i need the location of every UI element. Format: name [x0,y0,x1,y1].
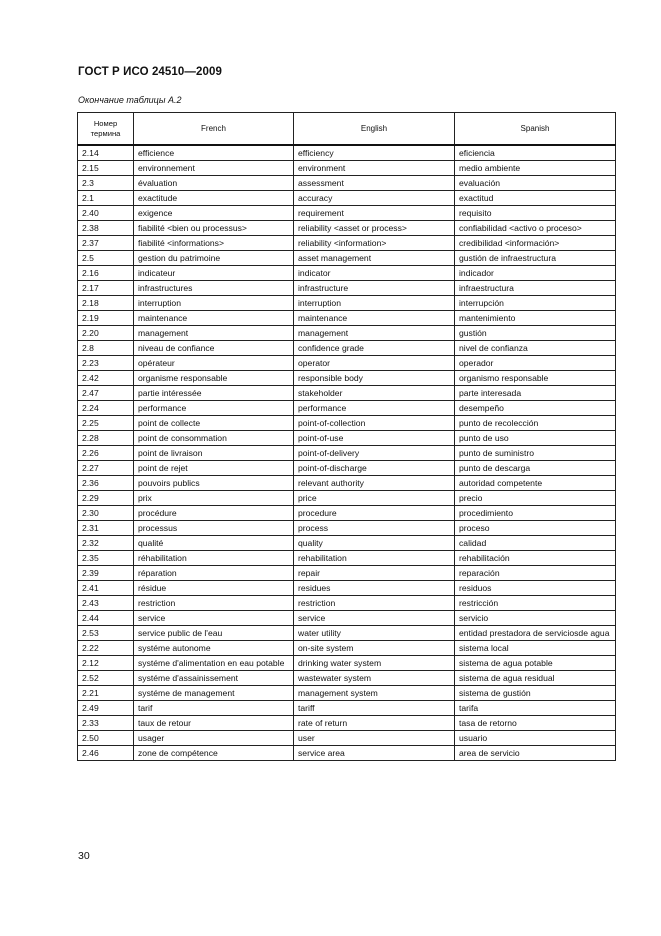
term-number: 2.49 [78,701,134,716]
table-row [78,371,616,386]
term-french: systéme d'alimentation en eau potable [134,656,294,671]
table-row [78,221,616,236]
term-spanish: confiabilidad <activo o proceso> [455,221,616,236]
table-row [78,626,616,641]
term-number: 2.12 [78,656,134,671]
term-spanish: desempeño [455,401,616,416]
table-row [78,686,616,701]
table-row [78,145,616,161]
terms-table [77,112,616,761]
table-row [78,281,616,296]
table-row [78,251,616,266]
table-row [78,401,616,416]
term-english: indicator [294,266,455,281]
term-number: 2.31 [78,521,134,536]
term-english: wastewater system [294,671,455,686]
table-row [78,461,616,476]
term-english: on-site system [294,641,455,656]
term-english: service [294,611,455,626]
term-english: quality [294,536,455,551]
table-row [78,386,616,401]
term-spanish: medio ambiente [455,161,616,176]
term-french: taux de retour [134,716,294,731]
header-row [78,113,616,146]
term-spanish: gustión de infraestructura [455,251,616,266]
term-spanish: entidad prestadora de serviciosde agua [455,626,616,641]
term-number: 2.32 [78,536,134,551]
table-row [78,356,616,371]
term-french: point de collecte [134,416,294,431]
term-french: fiabilité <bien ou processus> [134,221,294,236]
term-english: infrastructure [294,281,455,296]
term-french: tarif [134,701,294,716]
table-row [78,656,616,671]
term-french: exigence [134,206,294,221]
term-french: réhabilitation [134,551,294,566]
term-number: 2.39 [78,566,134,581]
table-row [78,491,616,506]
term-english: water utility [294,626,455,641]
term-french: service [134,611,294,626]
term-english: management system [294,686,455,701]
table-row [78,641,616,656]
table-row [78,341,616,356]
table-row [78,311,616,326]
term-french: systéme de management [134,686,294,701]
term-french: zone de compétence [134,746,294,761]
table-row [78,431,616,446]
term-english: responsible body [294,371,455,386]
term-number: 2.37 [78,236,134,251]
term-french: niveau de confiance [134,341,294,356]
term-english: tariff [294,701,455,716]
term-number: 2.42 [78,371,134,386]
term-french: point de rejet [134,461,294,476]
table-caption: Окончание таблицы А.2 [78,95,182,105]
term-french: qualité [134,536,294,551]
term-english: rate of return [294,716,455,731]
term-number: 2.24 [78,401,134,416]
term-spanish: tasa de retorno [455,716,616,731]
term-spanish: credibilidad <información> [455,236,616,251]
term-english: performance [294,401,455,416]
term-french: exactitude [134,191,294,206]
term-number: 2.53 [78,626,134,641]
table-row [78,611,616,626]
term-french: fiabilité <informations> [134,236,294,251]
term-english: relevant authority [294,476,455,491]
term-spanish: sistema de gustión [455,686,616,701]
term-number: 2.23 [78,356,134,371]
term-english: interruption [294,296,455,311]
table-row [78,206,616,221]
term-english: process [294,521,455,536]
term-french: indicateur [134,266,294,281]
term-spanish: sistema de agua residual [455,671,616,686]
term-english: confidence grade [294,341,455,356]
term-spanish: sistema local [455,641,616,656]
column-header: English [294,113,455,146]
table-row [78,326,616,341]
term-number: 2.35 [78,551,134,566]
term-spanish: autoridad competente [455,476,616,491]
term-french: prix [134,491,294,506]
term-spanish: punto de suministro [455,446,616,461]
term-spanish: organismo responsable [455,371,616,386]
term-french: réparation [134,566,294,581]
term-spanish: nivel de confianza [455,341,616,356]
term-spanish: usuario [455,731,616,746]
term-number: 2.38 [78,221,134,236]
term-french: organisme responsable [134,371,294,386]
term-spanish: mantenimiento [455,311,616,326]
term-french: infrastructures [134,281,294,296]
term-english: reliability <information> [294,236,455,251]
table-row [78,716,616,731]
term-number: 2.21 [78,686,134,701]
document-title: ГОСТ Р ИСО 24510—2009 [78,66,223,78]
term-spanish: indicador [455,266,616,281]
term-number: 2.27 [78,461,134,476]
table-row [78,746,616,761]
term-number: 2.50 [78,731,134,746]
table-row [78,296,616,311]
term-english: maintenance [294,311,455,326]
term-spanish: interrupción [455,296,616,311]
term-number: 2.40 [78,206,134,221]
term-english: price [294,491,455,506]
term-french: point de livraison [134,446,294,461]
table-header [78,113,616,146]
page-number: 30 [78,850,90,862]
term-english: accuracy [294,191,455,206]
term-number: 2.43 [78,596,134,611]
column-header: Spanish [455,113,616,146]
term-spanish: sistema de agua potable [455,656,616,671]
term-number: 2.15 [78,161,134,176]
term-english: assessment [294,176,455,191]
term-french: service public de l'eau [134,626,294,641]
term-number: 2.26 [78,446,134,461]
term-french: partie intéressée [134,386,294,401]
term-spanish: punto de uso [455,431,616,446]
term-english: service area [294,746,455,761]
term-french: systéme d'assainissement [134,671,294,686]
term-spanish: gustión [455,326,616,341]
term-spanish: evaluación [455,176,616,191]
term-english: environment [294,161,455,176]
term-english: management [294,326,455,341]
table-row [78,521,616,536]
term-french: opérateur [134,356,294,371]
table-row [78,446,616,461]
table-row [78,236,616,251]
table-row [78,671,616,686]
term-french: résidue [134,581,294,596]
term-french: efficience [134,145,294,161]
term-english: residues [294,581,455,596]
term-number: 2.28 [78,431,134,446]
term-number: 2.1 [78,191,134,206]
term-english: drinking water system [294,656,455,671]
term-english: operator [294,356,455,371]
term-english: repair [294,566,455,581]
table-row [78,476,616,491]
term-number: 2.30 [78,506,134,521]
term-french: point de consommation [134,431,294,446]
term-spanish: procedimiento [455,506,616,521]
column-header: Номер термина [78,113,134,146]
term-spanish: area de servicio [455,746,616,761]
term-french: restriction [134,596,294,611]
term-spanish: tarifa [455,701,616,716]
term-english: point-of-delivery [294,446,455,461]
table-row [78,566,616,581]
term-number: 2.3 [78,176,134,191]
term-number: 2.14 [78,145,134,161]
term-number: 2.47 [78,386,134,401]
term-english: point-of-use [294,431,455,446]
term-number: 2.36 [78,476,134,491]
term-english: rehabilitation [294,551,455,566]
term-french: gestion du patrimoine [134,251,294,266]
table-row [78,416,616,431]
term-english: stakeholder [294,386,455,401]
table-row [78,191,616,206]
term-number: 2.25 [78,416,134,431]
term-spanish: servicio [455,611,616,626]
table-row [78,176,616,191]
table-row [78,536,616,551]
table-row [78,596,616,611]
term-english: reliability <asset or process> [294,221,455,236]
term-spanish: punto de recolección [455,416,616,431]
term-english: point-of-collection [294,416,455,431]
term-english: procedure [294,506,455,521]
term-spanish: precio [455,491,616,506]
term-spanish: restricción [455,596,616,611]
term-spanish: requisito [455,206,616,221]
term-spanish: calidad [455,536,616,551]
table-row [78,506,616,521]
term-spanish: eficiencia [455,145,616,161]
term-number: 2.33 [78,716,134,731]
term-number: 2.52 [78,671,134,686]
term-number: 2.41 [78,581,134,596]
term-french: interruption [134,296,294,311]
term-number: 2.8 [78,341,134,356]
term-english: asset management [294,251,455,266]
term-number: 2.19 [78,311,134,326]
term-number: 2.46 [78,746,134,761]
term-spanish: parte interesada [455,386,616,401]
table-body [78,145,616,761]
term-spanish: punto de descarga [455,461,616,476]
term-number: 2.44 [78,611,134,626]
term-french: maintenance [134,311,294,326]
term-number: 2.22 [78,641,134,656]
table-row [78,551,616,566]
term-english: user [294,731,455,746]
term-spanish: infraestructura [455,281,616,296]
term-french: procédure [134,506,294,521]
term-french: évaluation [134,176,294,191]
term-number: 2.17 [78,281,134,296]
term-english: point-of-discharge [294,461,455,476]
column-header: French [134,113,294,146]
term-number: 2.5 [78,251,134,266]
term-number: 2.16 [78,266,134,281]
term-english: efficiency [294,145,455,161]
table-row [78,266,616,281]
term-french: management [134,326,294,341]
table-row [78,701,616,716]
term-spanish: rehabilitación [455,551,616,566]
term-spanish: reparación [455,566,616,581]
term-french: pouvoirs publics [134,476,294,491]
term-french: performance [134,401,294,416]
term-spanish: operador [455,356,616,371]
term-spanish: residuos [455,581,616,596]
term-english: requirement [294,206,455,221]
term-english: restriction [294,596,455,611]
table-row [78,161,616,176]
term-french: usager [134,731,294,746]
table-row [78,731,616,746]
term-number: 2.18 [78,296,134,311]
term-french: processus [134,521,294,536]
term-spanish: exactitud [455,191,616,206]
term-number: 2.20 [78,326,134,341]
term-number: 2.29 [78,491,134,506]
term-spanish: proceso [455,521,616,536]
table-row [78,581,616,596]
term-french: systéme autonome [134,641,294,656]
term-french: environnement [134,161,294,176]
